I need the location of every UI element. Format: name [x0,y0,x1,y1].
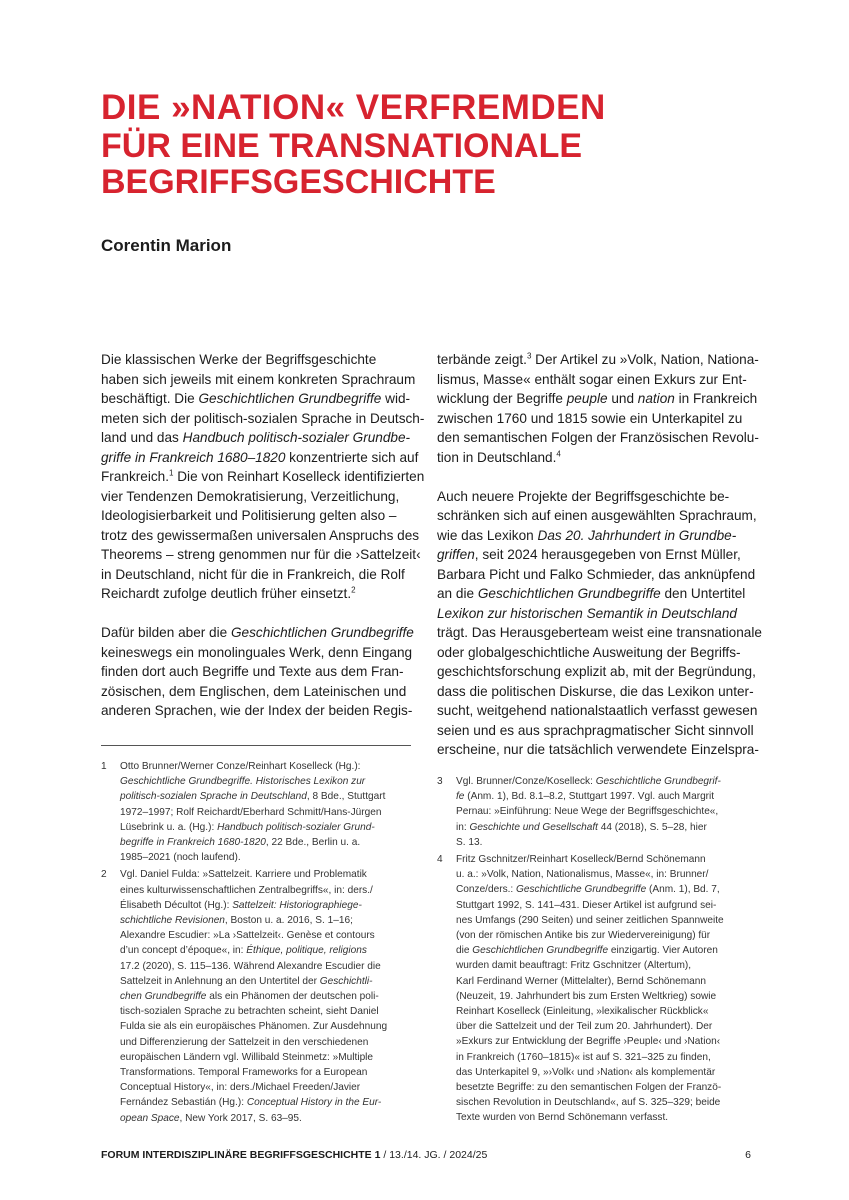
text-line: trägt. Das Herausgeberteam weist eine transnationale [437,625,762,640]
body-column-right [437,350,762,760]
text-line: Barbara Picht und Falko Schmieder, das anknüpfend [437,566,756,582]
text-line: Frankreich.$^1$ Die von Reinhart Koselleck identifizierten [101,468,425,484]
footnote-ref[interactable]: 1 [169,468,174,478]
page-footer: FORUM INTERDISZIPLINÄRE BEGRIFFSGESCHICHTE 1 / 13./14. JG. / 2024/25 6 [101,1149,751,1161]
text-line: terbände zeigt.$^3$ Der Artikel zu »Volk, Nation, Nationa- [437,351,759,367]
article-title [101,88,761,200]
text-line: oder globalgeschichtliche Ausweitung der Begriffs- [437,644,741,660]
text-line: land und das Handbuch politisch-sozialer Grundbe- [101,430,411,445]
paragraph [101,350,425,604]
footnotes-right [437,774,757,1126]
text-line: wie das Lexikon Das 20. Jahrhundert in Grundbe- [437,527,737,543]
text-line: tion in Deutschland.$^4$ [437,448,561,465]
text-line: meten sich der politisch-sozialen Sprache in Deutsch- [101,410,425,426]
text-line: geschichtsforschung explizit ab, mit der Begründung, [437,664,756,679]
text-line: vier Tendenzen Demokratisierung, Verzeitlichung, [101,488,400,504]
author-name: Corentin Marion [101,236,232,255]
footnote-1 [101,759,421,865]
footnote-number: 1 [101,761,107,772]
footnote-text: Vgl. Brunner/Conze/Koselleck: Geschichtliche Grundbegrif- fe (Anm. 1), Bd. 8.1–8.2, Stuttgart 1997. Vgl. auch Margrit Pernau: »Einführung: Neue Wege der Begriffsgeschichte«, in: Geschichte und Gesellschaft 44 (2018), S. 5–28, hier S. 13. [456,776,721,848]
text-line: erscheine, nur die tatsächlich verwendete Einzelspra- [437,742,759,757]
text-line: zwischen 1760 und 1815 sowie ein Unterkapitel zu [437,410,743,426]
text-line: Lexikon zur historischen Semantik in Deutschland [437,605,737,621]
text-line: wicklung der Begriffe peuple und nation in Frankreich [437,391,758,406]
footnote-text: Vgl. Daniel Fulda: »Sattelzeit. Karriere und Problematik eines kulturwissenschaftlichen Zentralbegriffs«, in: ders./ Élisabeth Décultot (Hg.): Sattelzeit: Historiographiege- schichtliche Revisionen, Boston u. a. 2016, S. 1–16; Alexandre Escudier: »La ›Sattelzeit‹. Genèse et contours d’un concept d’époque«, in: Éthique, politique, religions 17.2 (2020), S. 115–136. Während Alexandre Escudier die Sattelzeit in Anlehnung an den Untertitel der Geschichtli- chen Grundbegriffe als ein Phänomen der deutschen poli- tisch-sozialen Sprache zu betrachten scheint, sieht Daniel Fulda sie als ein europäisches Phänomen. Zur Ausdehnung und Differenzierung der Sattelzeit in den verschiedenen europäischen Ländern vgl. Willibald Steinmetz: »Multiple Transformations. Temporal Frameworks for a European Conceptual History«, in: ders./Michael Freeden/Javier Fernández Sebastián (Hg.): Conceptual History in the Eur- opean Space, New York 2017, S. 63–95. [120,869,388,1124]
text-line: den semantischen Folgen der Französischen Revolu- [437,430,759,445]
footnote-text: Fritz Gschnitzer/Reinhart Koselleck/Bernd Schönemann u. a.: »Volk, Nation, Nationalismus, Masse«, in: Brunner/ Conze/ders.: Geschichtliche Grundbegriffe (Anm. 1), Bd. 7, Stuttgart 1992, S. 141–431. Dieser Artikel ist aufgrund sei- nes Umfangs (290 Seiten) und seiner zeitlichen Spannweite (von der römischen Antike bis zur Wiedervereinigung) für die Geschichtlichen Grundbegriffe einzigartig. Vier Autoren wurden damit beauftragt: Fritz Gschnitzer (Altertum), Karl Ferdinand Werner (Mittelalter), Bernd Schönemann (Neuzeit, 19. Jahrhundert bis zum Ersten Weltkrieg) sowie Reinhart Koselleck (Einleitung, »lexikalischer Rückblick« über die Sattelzeit und der Teil zum 20. Jahrhundert). Der »Exkurs zur Entwicklung der Begriffe ›Peuple‹ und ›Nation‹ in Frankreich (1760–1815)« ist auf S. 321–325 zu finden, das Unterkapitel 9, »›Volk‹ und ›Nation‹ als komplementär besetzte Begriffe: zu den semantischen Folgen der Franzö- sischen Revolution in Deutschland«, auf S. 325–329; beide Texte wurden von Bernd Schönemann verfasst. [456,854,724,1124]
journal-name: FORUM INTERDISZIPLINÄRE BEGRIFFSGESCHICHTE [101,1149,372,1161]
text-line: finden dort auch Begriffe und Texte aus dem Fran- [101,664,404,679]
text-line: zösischen, dem Englischen, dem Lateinischen und [101,683,407,699]
footnote-3 [437,774,757,850]
text-line: Theorems – streng genommen nur für die ›Sattelzeit‹ [101,547,421,562]
paragraph [437,350,759,467]
text-line: sucht, weitgehend nationalstaatlich verfasst gewesen [437,703,758,718]
journal-volume: 13./14. JG. [389,1149,441,1161]
text-line: haben sich jeweils mit einem konkreten Sprachraum [101,371,416,387]
footnote-divider [101,745,411,746]
text-line: anderen Sprachen, wie der Index der beiden Regis- [101,703,413,718]
text-line: Auch neuere Projekte der Begriffsgeschichte be- [437,488,730,504]
text-line: in Deutschland, nicht für die in Frankreich, die Rolf [101,566,405,582]
text-line: schränken sich auf einen ausgewählten Sprachraum, [437,508,757,523]
footnote-number: 4 [437,854,443,866]
footnote-2 [101,867,421,1125]
text-line: trotz des gewissermaßen universalen Anspruchs des [101,527,420,543]
text-line: griffen, seit 2024 herausgegeben von Ernst Müller, [437,547,741,562]
text-line: lismus, Masse« enthält sogar einen Exkurs zur Ent- [437,371,747,387]
paragraph [101,623,416,721]
page-number: 6 [745,1149,751,1161]
text-line: Ideologisierbarkeit und Politisierung gelten also – [101,508,397,523]
paragraph [437,487,762,760]
footnote-ref[interactable]: 4 [556,448,561,458]
text-line: Die klassischen Werke der Begriffsgeschichte [101,352,377,367]
text-line: dass die politischen Diskurse, die das Lexikon unter- [437,683,754,699]
footnote-ref[interactable]: 2 [351,585,356,595]
text-line: Reichardt zufolge deutlich früher einsetzt.$^2$ [101,585,356,601]
title-line-sub-2: BEGRIFFSGESCHICHTE [101,163,496,201]
footnote-4 [437,852,757,1126]
footnotes-left [101,759,421,1126]
footnote-text: Otto Brunner/Werner Conze/Reinhart Koselleck (Hg.): Geschichtliche Grundbegriffe. Historisches Lexikon zur politisch-sozialen Sprache in Deutschland, 8 Bde., Stuttgart 1972–1997; Rolf Reichardt/Eberhard Schmitt/Hans-Jürgen Lüsebrink u. a. (Hg.): Handbuch politisch-sozialer Grund- begriffe in Frankreich 1680-1820, 22 Bde., Berlin u. a. 1985–2021 (noch laufend). [120,761,386,864]
body-column-left [101,350,425,721]
text-line: seien und es aus sprachpragmatischer Sicht sinnvoll [437,722,754,738]
text-line: Dafür bilden aber die Geschichtlichen Grundbegriffe [101,625,414,640]
text-line: keineswegs ein monolinguales Werk, denn Eingang [101,644,413,660]
text-line: an die Geschichtlichen Grundbegriffe den Untertitel [437,586,746,601]
title-line-main: DIE »NATION« VERFREMDEN [101,88,606,127]
footnote-number: 3 [437,776,443,787]
title-line-sub-1: FÜR EINE TRANSNATIONALE [101,127,583,165]
journal-issue: 1 [374,1149,381,1161]
text-line: griffe in Frankreich 1680–1820 konzentrierte sich auf [101,449,419,465]
text-line: beschäftigt. Die Geschichtlichen Grundbegriffe wid- [101,391,411,406]
footnote-ref[interactable]: 3 [526,351,532,361]
journal-year: 2024/25 [449,1149,488,1161]
footnote-number: 2 [101,869,107,881]
